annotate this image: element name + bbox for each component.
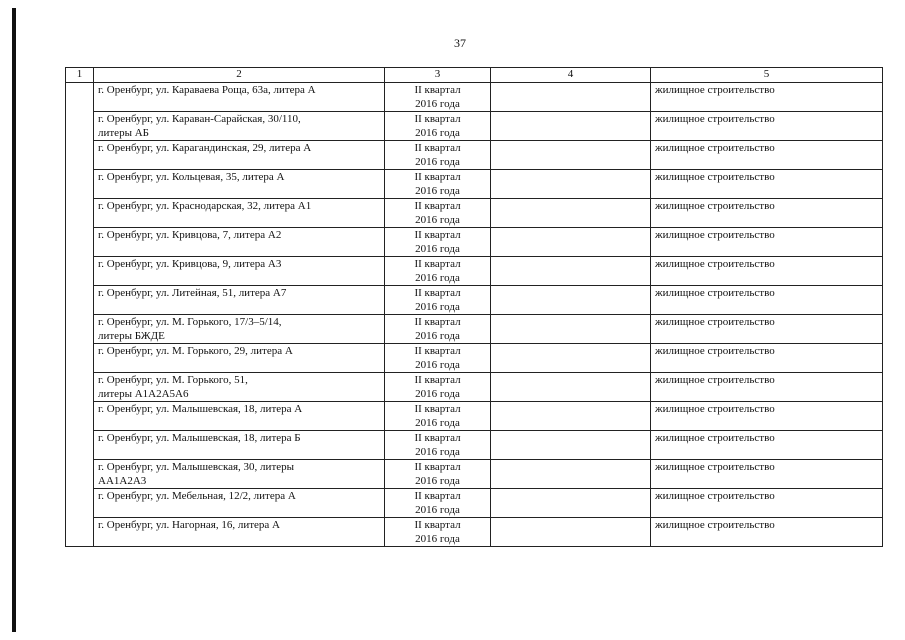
term-line: 2016 года: [415, 214, 460, 226]
term-line: 2016 года: [415, 243, 460, 255]
address-cell: [94, 315, 385, 344]
term-line: 2016 года: [415, 388, 460, 400]
address-line: г. Оренбург, ул. Кривцова, 7, литера А2: [98, 229, 282, 241]
term-line: 2016 года: [415, 301, 460, 313]
column-header: 5: [651, 68, 883, 83]
term-cell: [385, 170, 491, 199]
address-line: г. Оренбург, ул. Кривцова, 9, литера А3: [98, 258, 282, 270]
column-4-cell: [491, 489, 651, 518]
address-line: г. Оренбург, ул. Кольцевая, 35, литера А: [98, 171, 285, 183]
column-4-cell: [491, 402, 651, 431]
term-line: II квартал: [414, 316, 461, 328]
term-cell: [385, 83, 491, 112]
address-line: АА1А2А3: [98, 475, 147, 487]
term-line: 2016 года: [415, 156, 460, 168]
term-line: 2016 года: [415, 98, 460, 110]
table-row: [66, 141, 883, 170]
address-line: литеры А1А2А5А6: [98, 388, 189, 400]
address-cell: [94, 373, 385, 402]
term-line: 2016 года: [415, 185, 460, 197]
column-4-cell: [491, 431, 651, 460]
purpose-cell: жилищное строительство: [651, 373, 883, 402]
purpose-cell: жилищное строительство: [651, 402, 883, 431]
term-line: II квартал: [414, 374, 461, 386]
address-line: г. Оренбург, ул. Краснодарская, 32, литера А1: [98, 200, 312, 212]
term-line: II квартал: [414, 84, 461, 96]
column-header: 1: [66, 68, 94, 83]
term-line: 2016 года: [415, 446, 460, 458]
address-cell: [94, 286, 385, 315]
purpose-cell: жилищное строительство: [651, 431, 883, 460]
address-line: г. Оренбург, ул. М. Горького, 51,: [98, 374, 248, 386]
address-line: г. Оренбург, ул. М. Горького, 17/3–5/14,: [98, 316, 282, 328]
column-header: 4: [491, 68, 651, 83]
term-line: 2016 года: [415, 533, 460, 545]
term-line: II квартал: [414, 461, 461, 473]
column-4-cell: [491, 257, 651, 286]
address-line: г. Оренбург, ул. Карагандинская, 29, литера А: [98, 142, 312, 154]
term-cell: [385, 344, 491, 373]
term-line: 2016 года: [415, 359, 460, 371]
table-row: [66, 460, 883, 489]
term-line: II квартал: [414, 519, 461, 531]
term-line: II квартал: [414, 113, 461, 125]
table-row: [66, 112, 883, 141]
address-cell: [94, 489, 385, 518]
table-row: [66, 315, 883, 344]
address-line: г. Оренбург, ул. М. Горького, 29, литера А: [98, 345, 293, 357]
term-line: II квартал: [414, 200, 461, 212]
section-number-cell: [66, 83, 94, 547]
purpose-cell: жилищное строительство: [651, 141, 883, 170]
table-row: [66, 489, 883, 518]
table-row: [66, 257, 883, 286]
table-row: [66, 199, 883, 228]
column-header: 2: [94, 68, 385, 83]
address-cell: [94, 460, 385, 489]
term-line: II квартал: [414, 142, 461, 154]
purpose-cell: жилищное строительство: [651, 228, 883, 257]
address-line: г. Оренбург, ул. Караван-Сарайская, 30/110,: [98, 113, 301, 125]
table-row: [66, 83, 883, 112]
table-row: [66, 344, 883, 373]
address-line: г. Оренбург, ул. Малышевская, 18, литера Б: [98, 432, 301, 444]
term-cell: [385, 402, 491, 431]
term-line: II квартал: [414, 490, 461, 502]
purpose-cell: жилищное строительство: [651, 286, 883, 315]
purpose-cell: жилищное строительство: [651, 83, 883, 112]
page-edge-bar: [12, 8, 16, 632]
column-4-cell: [491, 228, 651, 257]
address-cell: [94, 170, 385, 199]
column-4-cell: [491, 141, 651, 170]
purpose-cell: жилищное строительство: [651, 344, 883, 373]
term-cell: [385, 373, 491, 402]
address-line: г. Оренбург, ул. Литейная, 51, литера А7: [98, 287, 287, 299]
purpose-cell: жилищное строительство: [651, 315, 883, 344]
address-cell: [94, 402, 385, 431]
term-line: II квартал: [414, 287, 461, 299]
address-line: литеры АБ: [98, 127, 149, 139]
address-cell: [94, 112, 385, 141]
table-row: [66, 431, 883, 460]
term-line: 2016 года: [415, 272, 460, 284]
term-cell: [385, 141, 491, 170]
address-cell: [94, 141, 385, 170]
term-line: 2016 года: [415, 475, 460, 487]
column-4-cell: [491, 344, 651, 373]
address-line: г. Оренбург, ул. Мебельная, 12/2, литера А: [98, 490, 296, 502]
column-4-cell: [491, 83, 651, 112]
table-row: [66, 402, 883, 431]
term-line: II квартал: [414, 229, 461, 241]
column-header: 3: [385, 68, 491, 83]
column-4-cell: [491, 460, 651, 489]
term-line: II квартал: [414, 258, 461, 270]
column-4-cell: [491, 315, 651, 344]
address-line: г. Оренбург, ул. Малышевская, 30, литеры: [98, 461, 295, 473]
term-line: II квартал: [414, 432, 461, 444]
term-cell: [385, 257, 491, 286]
column-4-cell: [491, 286, 651, 315]
address-cell: [94, 257, 385, 286]
purpose-cell: жилищное строительство: [651, 518, 883, 547]
term-cell: [385, 460, 491, 489]
term-cell: [385, 315, 491, 344]
purpose-cell: жилищное строительство: [651, 199, 883, 228]
address-line: литеры БЖДЕ: [98, 330, 165, 342]
column-4-cell: [491, 199, 651, 228]
table-body: [66, 83, 883, 547]
address-line: г. Оренбург, ул. Караваева Роща, 63а, литера А: [98, 84, 316, 96]
term-cell: [385, 489, 491, 518]
page-number: 37: [454, 36, 466, 50]
term-line: 2016 года: [415, 127, 460, 139]
table-row: [66, 286, 883, 315]
purpose-cell: жилищное строительство: [651, 489, 883, 518]
address-cell: [94, 199, 385, 228]
column-4-cell: [491, 170, 651, 199]
purpose-cell: жилищное строительство: [651, 257, 883, 286]
address-cell: [94, 431, 385, 460]
term-line: II квартал: [414, 403, 461, 415]
address-cell: [94, 518, 385, 547]
purpose-cell: жилищное строительство: [651, 460, 883, 489]
term-line: II квартал: [414, 171, 461, 183]
term-line: II квартал: [414, 345, 461, 357]
term-cell: [385, 228, 491, 257]
term-cell: [385, 199, 491, 228]
table-row: [66, 518, 883, 547]
address-line: г. Оренбург, ул. Нагорная, 16, литера А: [98, 519, 280, 531]
purpose-cell: жилищное строительство: [651, 112, 883, 141]
term-cell: [385, 286, 491, 315]
term-cell: [385, 518, 491, 547]
address-cell: [94, 228, 385, 257]
address-cell: [94, 83, 385, 112]
term-cell: [385, 431, 491, 460]
term-cell: [385, 112, 491, 141]
address-cell: [94, 344, 385, 373]
table-row: [66, 228, 883, 257]
document-table: [65, 67, 883, 547]
table-header-row: [66, 68, 883, 83]
address-line: г. Оренбург, ул. Малышевская, 18, литера А: [98, 403, 303, 415]
column-4-cell: [491, 373, 651, 402]
column-4-cell: [491, 518, 651, 547]
table-row: [66, 373, 883, 402]
term-line: 2016 года: [415, 330, 460, 342]
table-row: [66, 170, 883, 199]
purpose-cell: жилищное строительство: [651, 170, 883, 199]
column-4-cell: [491, 112, 651, 141]
term-line: 2016 года: [415, 504, 460, 516]
term-line: 2016 года: [415, 417, 460, 429]
